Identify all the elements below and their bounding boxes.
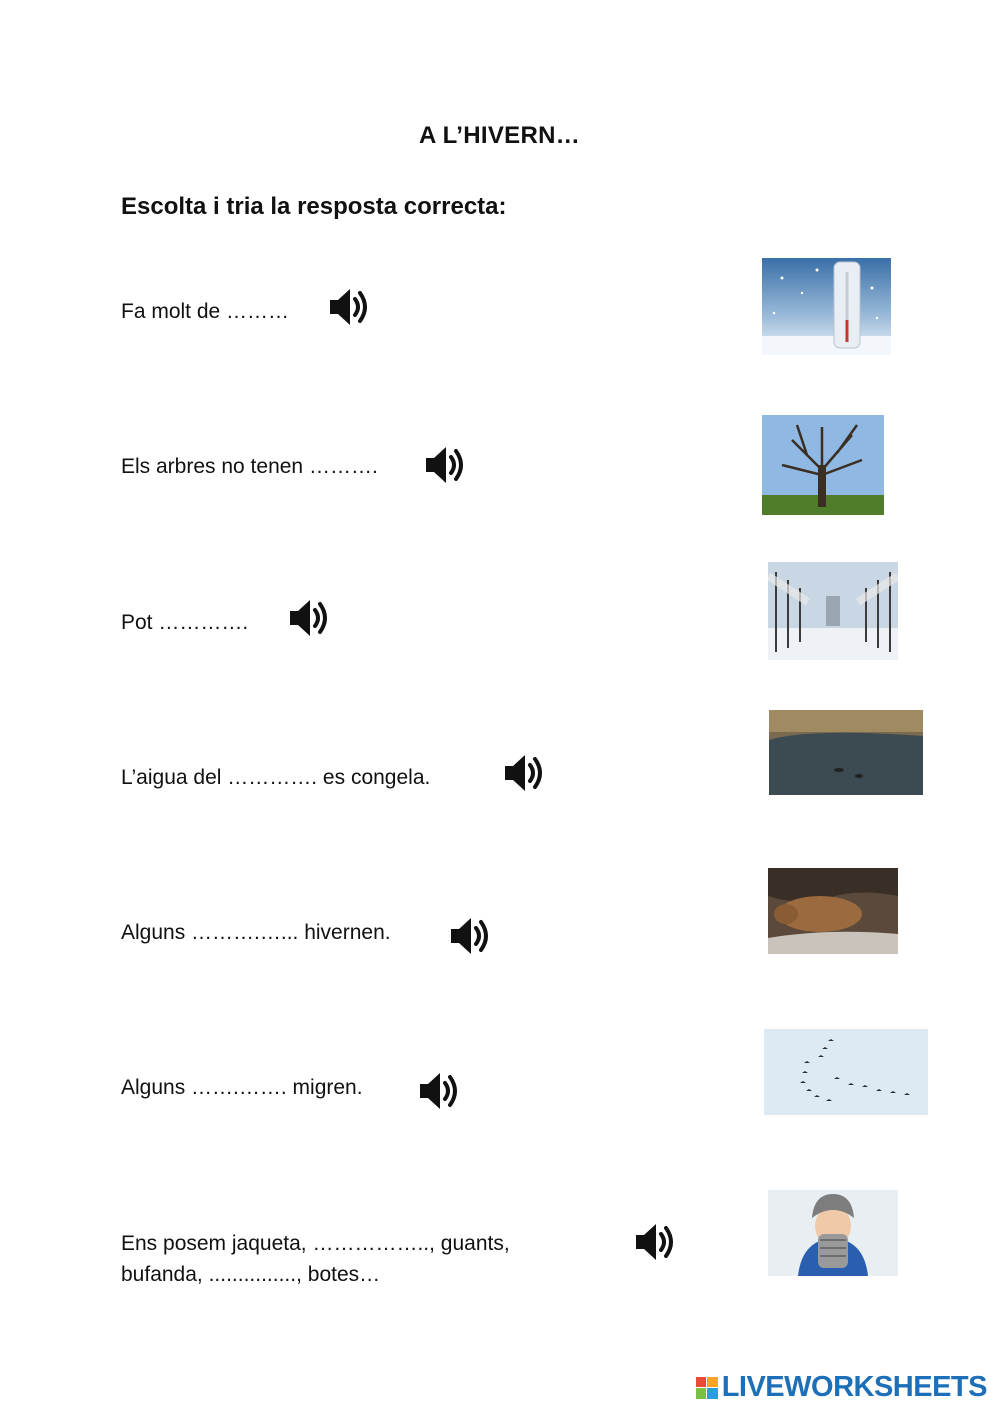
speaker-icon[interactable]: [632, 1220, 676, 1264]
instruction: Escolta i tria la resposta correcta:: [121, 193, 507, 220]
brand-name: LIVEWORKSHEETS: [721, 1371, 987, 1403]
speaker-icon[interactable]: [501, 751, 545, 795]
liveworksheets-logo-icon: [696, 1377, 718, 1399]
speaker-icon[interactable]: [286, 596, 330, 640]
snowy-park-image: [768, 562, 898, 660]
thermometer-snow-image: [762, 258, 891, 355]
frozen-lake-image: [769, 710, 923, 795]
bare-tree-image: [762, 415, 884, 515]
speaker-icon[interactable]: [422, 443, 466, 487]
girl-winter-clothes-image: [768, 1190, 898, 1276]
speaker-icon[interactable]: [326, 285, 370, 329]
sleeping-bear-image: [768, 868, 898, 954]
sentence-7: Ens posem jaqueta, …………….., guants, bufanda, ..............., botes…: [121, 1232, 510, 1286]
sentence-4: L’aigua del …………. es congela.: [121, 766, 431, 789]
sentence-6: Alguns …….……. migren.: [121, 1076, 363, 1099]
sentence-5: Alguns ……….…... hivernen.: [121, 921, 391, 944]
speaker-icon[interactable]: [416, 1069, 460, 1113]
migrating-birds-image: [764, 1029, 928, 1115]
liveworksheets-logo: [696, 1371, 987, 1404]
sentence-3: Pot ………….: [121, 611, 249, 634]
sentence-2: Els arbres no tenen ……….: [121, 455, 378, 478]
sentence-1: Fa molt de ………: [121, 300, 290, 323]
speaker-icon[interactable]: [447, 914, 491, 958]
page-title: A L’HIVERN…: [418, 122, 581, 149]
